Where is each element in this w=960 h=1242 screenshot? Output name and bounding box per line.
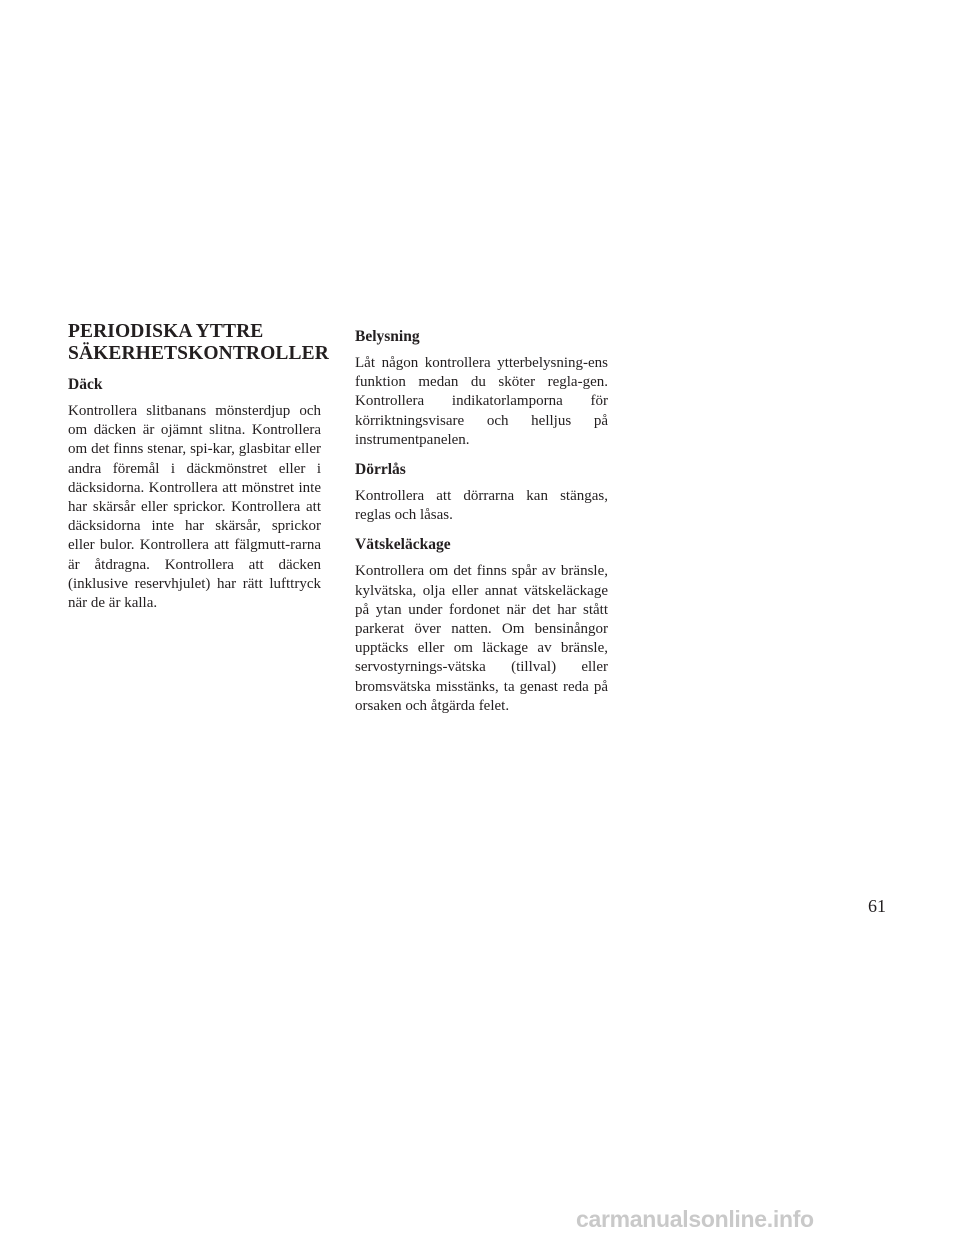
lighting-heading: Belysning (355, 328, 420, 345)
lighting-body: Låt någon kontrollera ytterbelysning-ens funktion medan du sköter regla-gen. Kontrollera indikatorlamporna för körriktningsvisare och helljus på instrumentpanelen. (355, 355, 608, 448)
left-column (68, 321, 329, 613)
fluid-leaks-body: Kontrollera om det finns spår av bränsle, kylvätska, olja eller annat vätskeläckage på ytan under fordonet när det har stått parkerat över natten. Om bensinångor upptäcks eller om läckage av bränsle, servostyrnings-vätska (tillval) eller bromsvätska misstänks, ta genast reda på orsaken och åtgärda felet. (355, 563, 608, 714)
tires-body: Kontrollera slitbanans mönsterdjup och om däcken är ojämnt slitna. Kontrollera om det finns stenar, spi-kar, glasbitar eller andra föremål i däckmönstret eller i däcksidorna. Kontrollera att mönstret inte har skärsår eller sprickor. Kontrollera att däcksidorna inte har skärsår, sprickor eller bulor. Kontrollera att fälgmutt-rarna är åtdragna. Kontrollera att däcken (inklusive reservhjulet) har rätt lufttryck när de är kalla. (68, 403, 321, 612)
tires-heading: Däck (68, 376, 103, 393)
tires-section (68, 375, 321, 613)
watermark: carmanualsonline.info (576, 1206, 814, 1232)
section-title-line-2: SÄKERHETSKONTROLLER (68, 343, 329, 364)
door-locks-section (355, 460, 608, 525)
fluid-leaks-heading: Vätskeläckage (355, 536, 451, 554)
section-title-line-1: PERIODISKA YTTRE (68, 321, 264, 342)
section-title (68, 321, 329, 365)
door-locks-heading: Dörrlås (355, 461, 406, 479)
lighting-section (355, 327, 608, 450)
door-locks-body: Kontrollera att dörrarna kan stängas, reglas och låsas. (355, 488, 608, 524)
fluid-leaks-section (355, 535, 608, 716)
page-number: 61 (868, 896, 886, 916)
right-column (355, 327, 608, 726)
